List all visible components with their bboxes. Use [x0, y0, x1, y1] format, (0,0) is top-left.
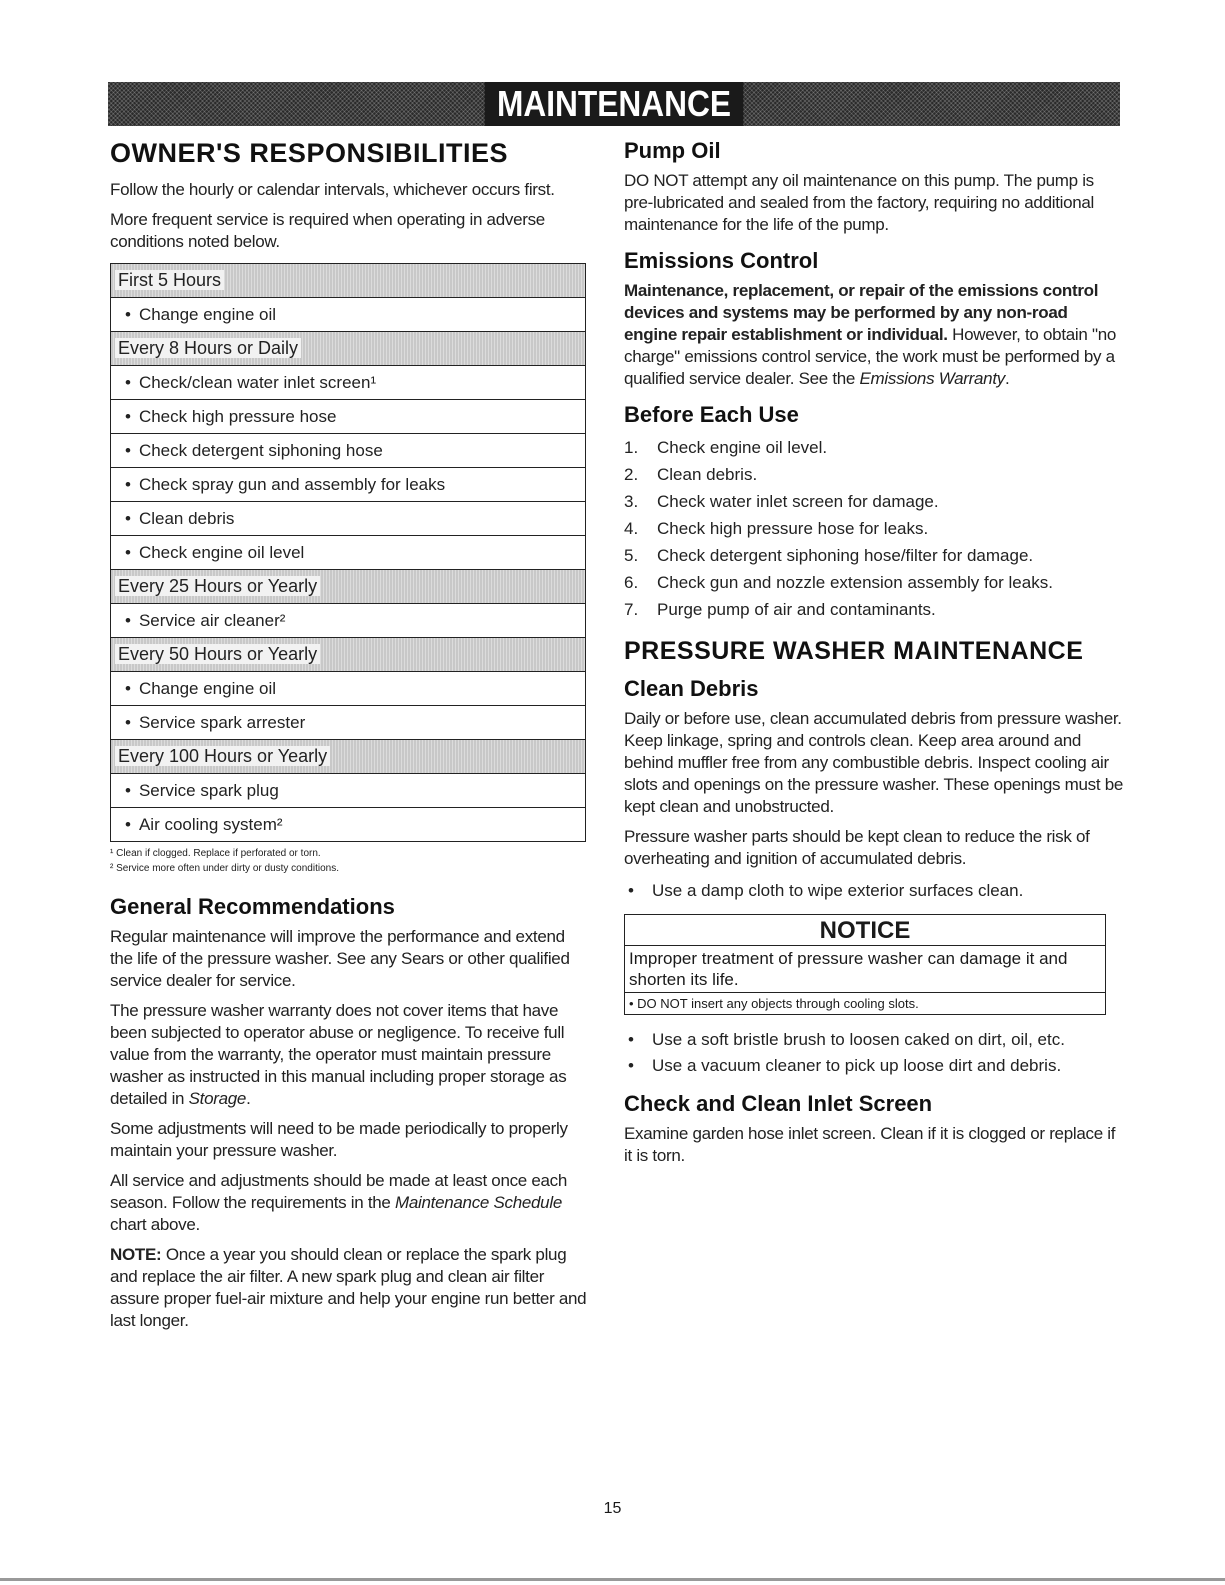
- clean-debris-paragraph-2: Pressure washer parts should be kept clean to reduce the risk of overheating and ignition of accumulated debris.: [624, 827, 1090, 868]
- clean-debris-bullets-2: [624, 1027, 1124, 1079]
- list-number: 5.: [624, 546, 639, 565]
- list-item: [624, 596, 1124, 623]
- before-each-use-list: [624, 434, 1124, 623]
- list-item: [624, 515, 1124, 542]
- notice-box: [624, 914, 1106, 1015]
- inlet-screen-heading: Check and Clean Inlet Screen: [624, 1091, 933, 1116]
- general-paragraph-3: Some adjustments will need to be made periodically to properly maintain your pressure washer.: [110, 1119, 568, 1160]
- task-label: • Service spark plug: [125, 781, 279, 800]
- list-text: Check detergent siphoning hose/filter for damage.: [657, 546, 1034, 565]
- task-label: • Air cooling system²: [125, 815, 283, 834]
- schedule-task-row: [111, 604, 586, 638]
- schedule-task-row: [111, 808, 586, 842]
- list-text: Check water inlet screen for damage.: [657, 492, 939, 511]
- owners-paragraph-2: More frequent service is required when operating in adverse conditions noted below.: [110, 210, 545, 251]
- clean-debris-heading: Clean Debris: [624, 676, 759, 701]
- task-label: • Check spray gun and assembly for leaks: [125, 475, 445, 494]
- left-column: [110, 138, 590, 1340]
- section-banner: [108, 82, 1120, 126]
- task-label: • Change engine oil: [125, 679, 276, 698]
- interval-label: Every 8 Hours or Daily: [115, 338, 301, 358]
- right-column: [624, 138, 1124, 1175]
- emissions-control-heading: Emissions Control: [624, 248, 819, 273]
- task-label: • Change engine oil: [125, 305, 276, 324]
- banner-title: MAINTENANCE: [485, 82, 744, 126]
- list-number: 1.: [624, 438, 639, 457]
- inlet-screen-paragraph: Examine garden hose inlet screen. Clean if it is clogged or replace if it is torn.: [624, 1124, 1116, 1165]
- general-recommendations-heading: General Recommendations: [110, 894, 395, 919]
- list-item: • Use a vacuum cleaner to pick up loose dirt and debris.: [624, 1053, 1124, 1079]
- notice-sub: • DO NOT insert any objects through cooling slots.: [625, 992, 1105, 1014]
- task-label: • Check high pressure hose: [125, 407, 336, 426]
- emissions-paragraph: Maintenance, replacement, or repair of the emissions control devices and systems may be performed by any non-road engine repair establishment or individual. However, to obtain "no charge" emissions control service, the work must be performed by a qualified service dealer. See the Emissions Warranty.: [624, 281, 1116, 388]
- schedule-interval-row: [111, 638, 586, 672]
- general-paragraph-2: The pressure washer warranty does not cover items that have been subjected to operator abuse or negligence. To receive full value from the warranty, the operator must maintain pressure washer as instructed in this manual including proper storage as detailed in Storage.: [110, 1001, 567, 1108]
- clean-debris-bullets-1: [624, 878, 1124, 904]
- interval-label: First 5 Hours: [115, 270, 224, 290]
- schedule-task-row: [111, 298, 586, 332]
- schedule-task-row: [111, 400, 586, 434]
- schedule-interval-row: [111, 740, 586, 774]
- task-label: • Service spark arrester: [125, 713, 305, 732]
- task-label: • Check detergent siphoning hose: [125, 441, 383, 460]
- page-number: 15: [603, 1500, 622, 1517]
- list-item: • Use a damp cloth to wipe exterior surfaces clean.: [624, 878, 1124, 904]
- note-paragraph: NOTE: Once a year you should clean or replace the spark plug and replace the air filter. A new spark plug and clean air filter assure proper fuel-air mixture and help your engine run better and last longer.: [110, 1245, 587, 1330]
- list-text: Clean debris.: [657, 465, 758, 484]
- list-item: [624, 569, 1124, 596]
- list-text: Purge pump of air and contaminants.: [657, 600, 936, 619]
- schedule-task-row: [111, 502, 586, 536]
- pressure-washer-maintenance-heading: PRESSURE WASHER MAINTENANCE: [624, 637, 1084, 665]
- schedule-interval-row: [111, 264, 586, 298]
- schedule-task-row: [111, 706, 586, 740]
- task-label: • Service air cleaner²: [125, 611, 285, 630]
- schedule-task-row: [111, 366, 586, 400]
- footnote-2: ² Service more often under dirty or dusty conditions.: [110, 863, 339, 874]
- general-paragraph-4: All service and adjustments should be made at least once each season. Follow the requirements in the Maintenance Schedule chart above.: [110, 1171, 568, 1234]
- interval-label: Every 25 Hours or Yearly: [115, 576, 320, 596]
- schedule-interval-row: [111, 570, 586, 604]
- before-each-use-heading: Before Each Use: [624, 402, 799, 427]
- maintenance-schedule-table: [110, 263, 586, 842]
- list-number: 7.: [624, 600, 639, 619]
- list-number: 3.: [624, 492, 639, 511]
- task-label: • Check/clean water inlet screen¹: [125, 373, 376, 392]
- bottom-rule: [0, 1578, 1225, 1581]
- schedule-task-row: [111, 434, 586, 468]
- schedule-task-row: [111, 774, 586, 808]
- owners-responsibilities-heading: OWNER'S RESPONSIBILITIES: [110, 138, 508, 168]
- clean-debris-paragraph-1: Daily or before use, clean accumulated debris from pressure washer. Keep linkage, spring and controls clean. Keep area around and behind muffler free from any combustible debris. Inspect cooling air slots and openings on the pressure washer. These openings must be kept clean and unobstructed.: [624, 709, 1124, 816]
- pump-oil-heading: Pump Oil: [624, 138, 721, 163]
- footnote-1: ¹ Clean if clogged. Replace if perforated or torn.: [110, 848, 321, 859]
- list-item: [624, 461, 1124, 488]
- task-label: • Check engine oil level: [125, 543, 304, 562]
- general-paragraph-1: Regular maintenance will improve the performance and extend the life of the pressure washer. See any Sears or other qualified service dealer for service.: [110, 927, 570, 990]
- list-text: Check engine oil level.: [657, 438, 828, 457]
- interval-label: Every 50 Hours or Yearly: [115, 644, 320, 664]
- schedule-task-row: [111, 536, 586, 570]
- list-number: 2.: [624, 465, 639, 484]
- task-label: • Clean debris: [125, 509, 234, 528]
- pump-oil-paragraph: DO NOT attempt any oil maintenance on this pump. The pump is pre-lubricated and sealed from the factory, requiring no additional maintenance for the life of the pump.: [624, 171, 1095, 234]
- list-text: Check gun and nozzle extension assembly for leaks.: [657, 573, 1053, 592]
- schedule-task-row: [111, 672, 586, 706]
- schedule-interval-row: [111, 332, 586, 366]
- list-item: [624, 542, 1124, 569]
- list-number: 6.: [624, 573, 639, 592]
- schedule-task-row: [111, 468, 586, 502]
- list-item: [624, 488, 1124, 515]
- interval-label: Every 100 Hours or Yearly: [115, 746, 330, 766]
- list-number: 4.: [624, 519, 639, 538]
- list-text: Check high pressure hose for leaks.: [657, 519, 929, 538]
- notice-title: NOTICE: [819, 917, 911, 944]
- list-item: • Use a soft bristle brush to loosen caked on dirt, oil, etc.: [624, 1027, 1124, 1053]
- list-item: [624, 434, 1124, 461]
- owners-paragraph-1: Follow the hourly or calendar intervals, whichever occurs first.: [110, 180, 555, 199]
- notice-body: Improper treatment of pressure washer can damage it and shorten its life.: [625, 945, 1105, 992]
